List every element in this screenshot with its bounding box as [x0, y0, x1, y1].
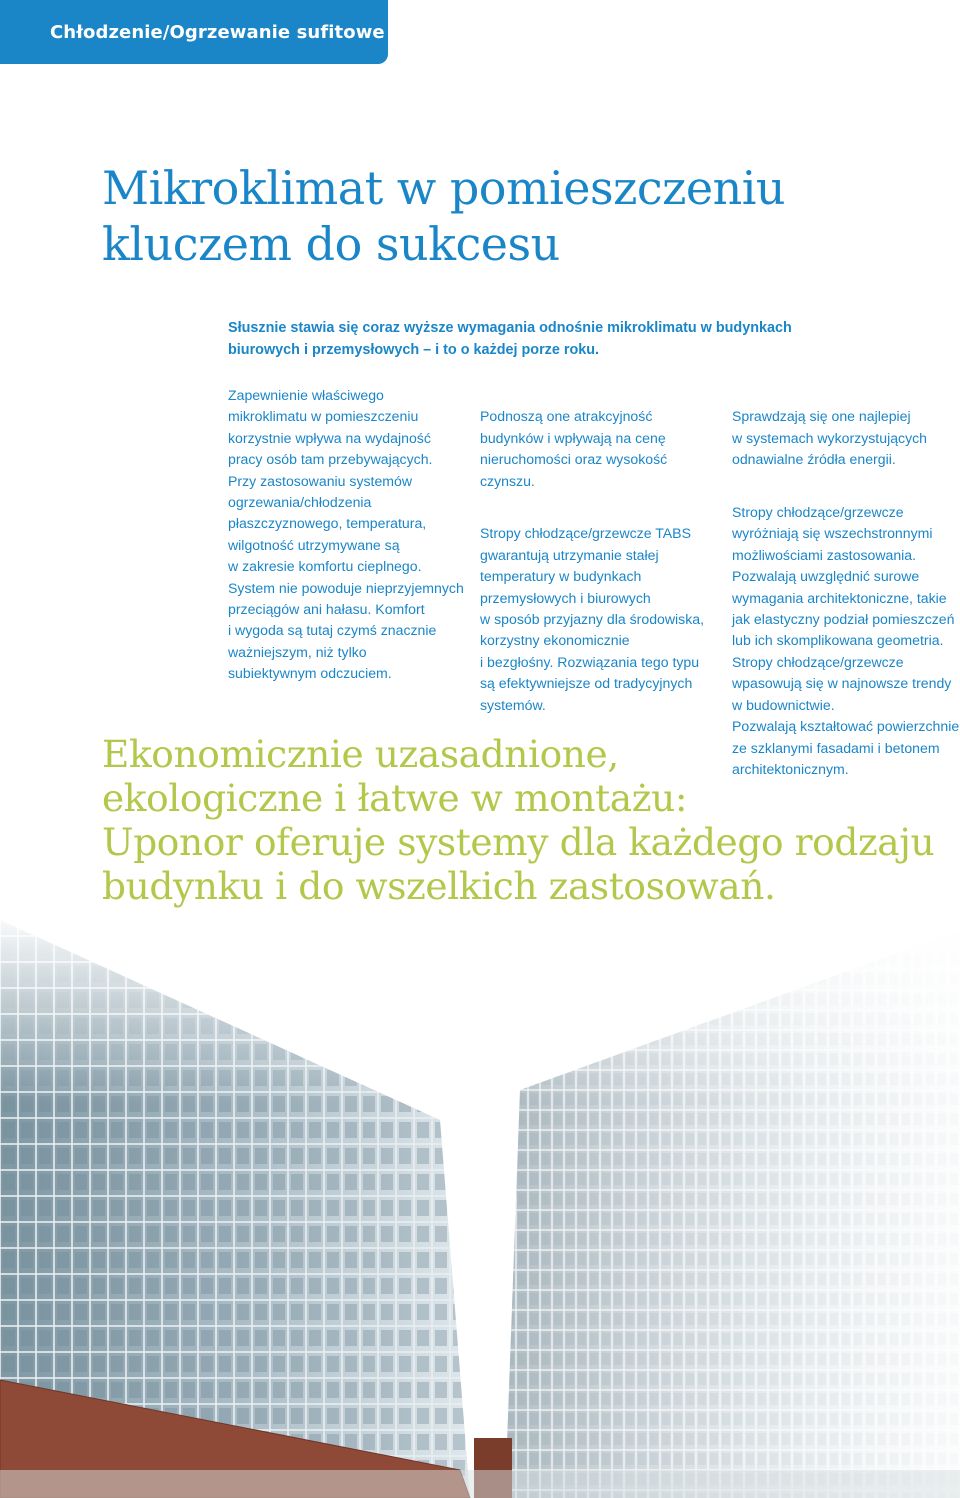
page-headline [102, 160, 785, 272]
tagline [102, 732, 934, 908]
column-2-paragraph-1: Podnoszą one atrakcyjność budynków i wpływają na cenę nieruchomości oraz wysokość czynszu. [480, 408, 668, 489]
headline-line-1: Mikroklimat w pomieszczeniu [102, 161, 786, 215]
section-tab [0, 0, 388, 64]
tagline-line-4: budynku i do wszelkich zastosowań. [102, 864, 776, 908]
section-tab-label: Chłodzenie/Ogrzewanie sufitowe [50, 22, 385, 43]
column-3-paragraph-1: Sprawdzają się one najlepiej w systemach wykorzystujących odnawialne źródła energii. [732, 408, 928, 468]
tagline-line-3: Uponor oferuje systemy dla każdego rodzaju [102, 820, 935, 864]
headline-line-2: kluczem do sukcesu [102, 217, 560, 271]
tagline-line-1: Ekonomicznie uzasadnione, [102, 732, 619, 776]
column-2-paragraph-2: Stropy chłodzące/grzewcze TABS gwarantują utrzymanie stałej temperatury w budynkach przemysłowych i biurowych w sposób przyjazny dla środowiska, korzystny ekonomicznie i bezgłośny. Rozwiązania tego typu są efektywniejsze od tradycyjnych systemów. [480, 525, 705, 713]
body-column-1: Zapewnienie właściwego mikroklimatu w pomieszczeniu korzystnie wpływa na wydajność pracy osób tam przebywających. Przy zastosowaniu systemów ogrzewania/chłodzenia płaszczyznowego, temperatura, wilgotność utrzymywane są w zakresie komfortu cieplnego. System nie powoduje nieprzyjemnych przeciągów ani hałasu. Komfort i wygoda są tutaj czymś znacznie ważniejszym, niż tylko subiektywnym odczuciem. [228, 387, 464, 682]
lead-paragraph: Słusznie stawia się coraz wyższe wymagania odnośnie mikroklimatu w budynkach biurowych i przemysłowych – i to o każdej porze roku. [228, 320, 792, 358]
column-3-paragraph-2: Stropy chłodzące/grzewcze wyróżniają się wszechstronnymi możliwościami zastosowania. Pozwalają uwzględnić surowe wymagania architektoniczne, takie jak elastyczny podział pomieszczeń lub ich skomplikowana geometria. Stropy chłodzące/grzewcze wpasowują się w najnowsze trendy w budownictwie. Pozwalają kształtować powierzchnie ze szklanymi fasadami i betonem architektonicznym. [732, 504, 960, 777]
tagline-line-2: ekologiczne i łatwe w montażu: [102, 776, 688, 820]
body-column-2 [480, 385, 720, 738]
office-buildings-photo [0, 910, 960, 1498]
